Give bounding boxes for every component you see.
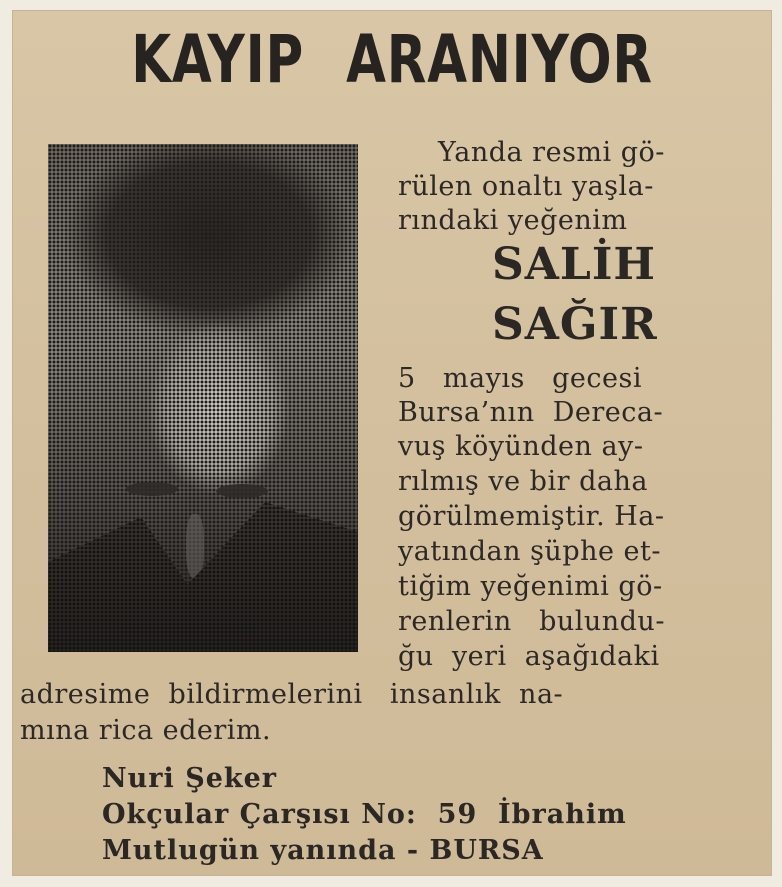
- intro-line-3: rındaki yeğenim: [398, 205, 628, 236]
- signature-address: Okçular Çarşısı No: 59 İbrahim: [102, 799, 627, 830]
- body-line-4: rılmış ve bir daha: [398, 466, 648, 497]
- photo-jacket: [48, 502, 358, 652]
- name-last: SAĞIR: [492, 299, 658, 350]
- body-line-3: vuş köyünden ay-: [398, 431, 644, 462]
- full-width-line-1: adresime bildirmelerini insanlık na-: [20, 679, 564, 710]
- signature-city: Mutlugün yanında - BURSA: [102, 835, 544, 866]
- name-first: SALİH: [492, 239, 657, 290]
- intro-line-1: Yanda resmi gö-: [438, 137, 665, 168]
- body-line-2: Bursa’nın Dereca-: [398, 397, 664, 428]
- signature-name: Nuri Şeker: [102, 763, 277, 794]
- photo-right-eye: [216, 484, 268, 498]
- body-line-8: renlerin bulundu-: [398, 606, 665, 637]
- newspaper-clipping: [12, 10, 772, 876]
- body-line-9: ğu yeri aşağıdaki: [398, 641, 660, 672]
- missing-person-photo: [48, 144, 358, 652]
- intro-line-2: rülen onaltı yaşla-: [398, 171, 654, 202]
- body-line-7: tiğim yeğenimi gö-: [398, 571, 663, 602]
- body-line-6: yatından şüphe et-: [398, 536, 662, 567]
- full-width-line-2: mına rica ederim.: [20, 715, 272, 746]
- headline: KAYIP ARANIYOR: [131, 21, 653, 98]
- photo-left-eye: [126, 482, 178, 496]
- body-line-1: 5 mayıs gecesi: [398, 363, 642, 394]
- body-line-5: görülmemiştir. Ha-: [398, 501, 665, 532]
- photo-nose: [186, 514, 204, 578]
